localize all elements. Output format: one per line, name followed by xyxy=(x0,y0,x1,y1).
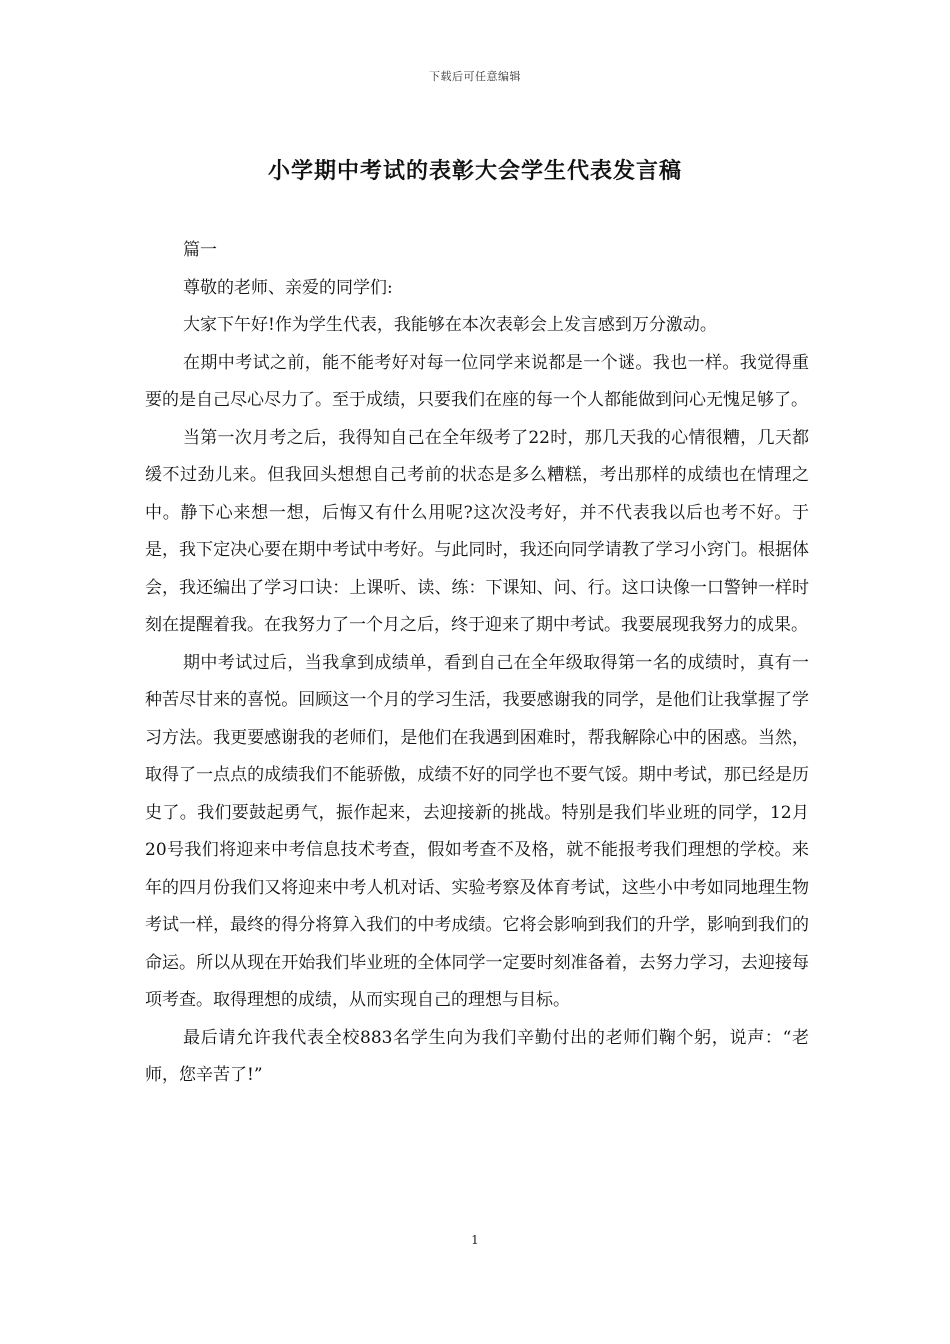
body-paragraph: 在期中考试之前，能不能考好对每一位同学来说都是一个谜。我也一样。我觉得重要的是自己尽心尽力了。至于成绩，只要我们在座的每一个人都能做到问心无愧足够了。 xyxy=(145,352,809,410)
closing-paragraph: 最后请允许我代表全校883名学生向为我们辛勤付出的老师们鞠个躬，说声：“老师，您辛苦了!” xyxy=(145,1027,809,1085)
document-title: 小学期中考试的表彰大会学生代表发言稿 xyxy=(267,159,682,184)
salutation: 尊敬的老师、亲爱的同学们: xyxy=(183,277,393,298)
greeting-paragraph: 大家下午好!作为学生代表，我能够在本次表彰会上发言感到万分激动。 xyxy=(183,315,717,335)
page-number: 1 xyxy=(471,1233,479,1247)
body-paragraph: 期中考试过后，当我拿到成绩单，看到自己在全年级取得第一名的成绩时，真有一种苦尽甘来的喜悦。回顾这一个月的学习生活，我要感谢我的同学，是他们让我掌握了学习方法。我更要感谢我的老师们，是他们在我遇到困难时，帮我解除心中的困惑。当然，取得了一点点的成绩我们不能骄傲，成绩不好的同学也不要气馁。期中考试，那已经是历史了。我们要鼓起勇气，振作起来，去迎接新的挑战。特别是我们毕业班的同学，12月20号我们将迎来中考信息技术考查，假如考查不及格，就不能报考我们理想的学校。来年的四月份我们又将迎来中考人机对话、实验考察及体育考试，这些小中考如同地理生物考试一样，最终的得分将算入我们的中考成绩。它将会影响到我们的升学，影响到我们的命运。所以从现在开始我们毕业班的全体同学一定要时刻准备着，去努力学习，去迎接每项考查。取得理想的成绩，从而实现自己的理想与目标。 xyxy=(145,652,809,1010)
section-label: 篇一 xyxy=(183,240,217,260)
document-body xyxy=(145,232,809,1095)
header-note: 下载后可任意编辑 xyxy=(429,70,521,83)
body-paragraph: 当第一次月考之后，我得知自己在全年级考了22时，那几天我的心情很糟，几天都缓不过劲儿来。但我回头想想自己考前的状态是多么糟糕，考出那样的成绩也在情理之中。静下心来想一想，后悔又有什么用呢?这次没考好，并不代表我以后也考不好。于是，我下定决心要在期中考试中考好。与此同时，我还向同学请教了学习小窍门。根据体会，我还编出了学习口诀：上课听、读、练：下课知、问、行。这口诀像一口警钟一样时刻在提醒着我。在我努力了一个月之后，终于迎来了期中考试。我要展现我努力的成果。 xyxy=(145,427,809,635)
